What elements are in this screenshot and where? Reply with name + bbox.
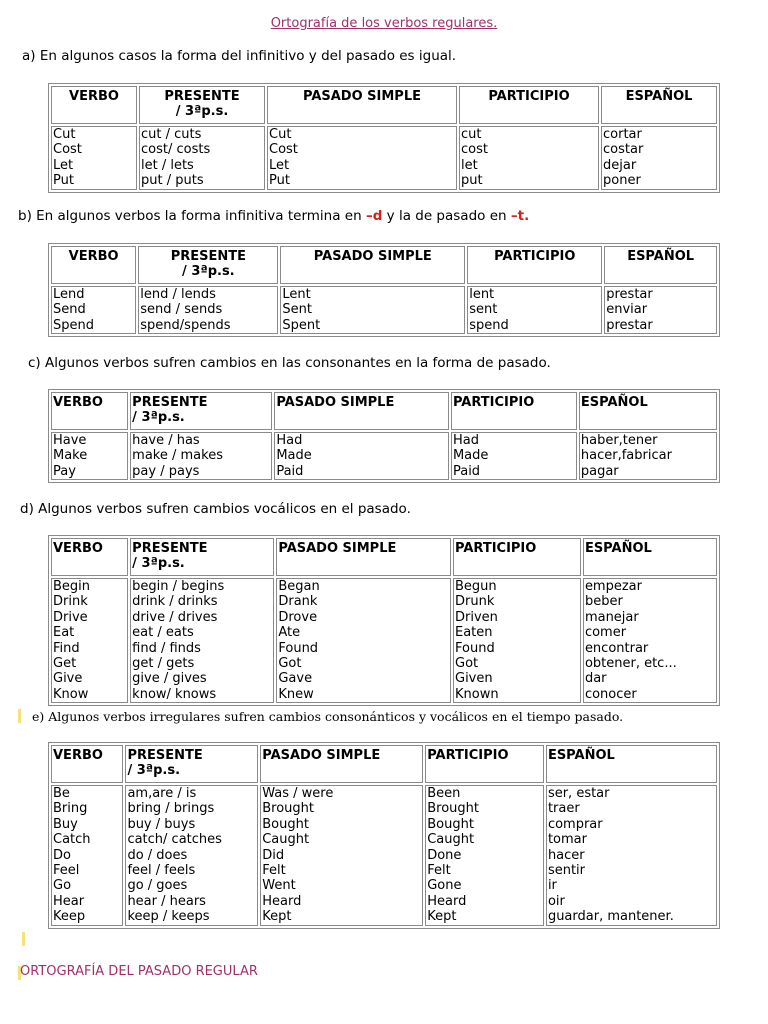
verb-cell: Pay bbox=[53, 463, 76, 479]
column-participle bbox=[467, 286, 602, 334]
column-present bbox=[125, 785, 258, 926]
spanish-cell: ser, estar bbox=[547, 786, 610, 801]
participle-cell: Had bbox=[452, 433, 479, 448]
participle-cell: Found bbox=[455, 640, 495, 656]
spanish-cell: beber bbox=[584, 594, 623, 610]
past-cell: Cut bbox=[269, 127, 292, 142]
spanish-cell: comer bbox=[584, 625, 627, 641]
header-spanish bbox=[579, 392, 717, 430]
header-sublabel: / 3ªp.s. bbox=[182, 264, 235, 280]
highlight-mark bbox=[18, 709, 21, 723]
participle-cell: Gone bbox=[427, 878, 462, 894]
present-cell: feel / feels bbox=[127, 863, 196, 879]
header-verb bbox=[51, 246, 136, 284]
section-c-intro: c) Algunos verbos sufren cambios en las consonantes en la forma de pasado. bbox=[28, 355, 551, 371]
spanish-cell: ir bbox=[547, 878, 557, 894]
verb-cell: Cost bbox=[53, 142, 82, 158]
section-a-intro: a) En algunos casos la forma del infinitivo y del pasado es igual. bbox=[22, 48, 457, 64]
past-cell: Cost bbox=[269, 142, 298, 158]
header-label: VERBO bbox=[53, 395, 103, 410]
header-past bbox=[260, 745, 423, 783]
past-cell: Began bbox=[278, 579, 320, 594]
present-cell: send / sends bbox=[140, 302, 223, 318]
present-cell: get / gets bbox=[132, 656, 195, 672]
verb-cell: Put bbox=[53, 173, 74, 189]
present-cell: begin / begins bbox=[132, 579, 225, 594]
column-past bbox=[280, 286, 465, 334]
spanish-cell: poner bbox=[603, 173, 641, 189]
header-row bbox=[51, 392, 717, 430]
present-cell: lend / lends bbox=[140, 287, 216, 302]
spanish-cell: pagar bbox=[580, 463, 619, 479]
past-cell: Paid bbox=[276, 463, 304, 479]
body-row bbox=[51, 785, 717, 926]
present-cell: eat / eats bbox=[132, 625, 194, 641]
verb-cell: Eat bbox=[53, 625, 75, 641]
participle-cell: spend bbox=[469, 317, 509, 333]
column-past bbox=[267, 126, 457, 190]
verb-cell: Let bbox=[53, 157, 74, 173]
header-row bbox=[51, 86, 717, 124]
past-cell: Let bbox=[269, 157, 290, 173]
spanish-cell: hacer,fabricar bbox=[580, 448, 672, 464]
verb-cell: Catch bbox=[53, 832, 91, 848]
header-label: VERBO bbox=[53, 748, 103, 763]
header-spanish bbox=[546, 745, 717, 783]
verb-cell: Have bbox=[53, 433, 87, 448]
past-cell: Had bbox=[276, 433, 303, 448]
verb-cell: Feel bbox=[53, 863, 80, 879]
header-label: VERBO bbox=[68, 249, 119, 264]
header-label: PRESENTE bbox=[132, 395, 208, 410]
table-a bbox=[48, 83, 720, 193]
body-row bbox=[51, 126, 717, 190]
header-label: PRESENTE bbox=[164, 89, 240, 104]
table-b bbox=[48, 243, 720, 337]
header-label: PARTICIPIO bbox=[427, 748, 509, 763]
past-cell: Gave bbox=[278, 671, 313, 687]
verb-cell: Get bbox=[53, 656, 77, 672]
present-cell: find / finds bbox=[132, 640, 201, 656]
header-label: ESPAÑOL bbox=[547, 748, 615, 763]
present-cell: let / lets bbox=[141, 157, 194, 173]
header-past bbox=[274, 392, 449, 430]
header-participle bbox=[451, 392, 577, 430]
column-spanish bbox=[601, 126, 717, 190]
table-e bbox=[48, 742, 720, 929]
present-cell: cut / cuts bbox=[141, 127, 202, 142]
spanish-cell: haber,tener bbox=[580, 433, 658, 448]
participle-cell: Paid bbox=[452, 463, 481, 479]
spanish-cell: empezar bbox=[584, 579, 642, 594]
column-verb bbox=[51, 578, 128, 703]
header-label: PASADO SIMPLE bbox=[276, 395, 395, 410]
header-row bbox=[51, 745, 717, 783]
participle-cell: Driven bbox=[455, 609, 498, 625]
spanish-cell: traer bbox=[547, 801, 580, 817]
participle-cell: Given bbox=[455, 671, 493, 687]
section-b-suffix-t: –t. bbox=[510, 208, 530, 224]
spanish-cell: manejar bbox=[584, 609, 639, 625]
section-b-intro-text2: y la de pasado en bbox=[382, 208, 511, 224]
verb-cell: Begin bbox=[53, 579, 91, 594]
participle-cell: Caught bbox=[427, 832, 475, 848]
present-cell: pay / pays bbox=[132, 463, 200, 479]
header-label: PRESENTE bbox=[127, 748, 203, 763]
header-present bbox=[125, 745, 258, 783]
spanish-cell: enviar bbox=[606, 302, 648, 318]
past-cell: Ate bbox=[278, 625, 301, 641]
verb-cell: Keep bbox=[53, 909, 86, 925]
column-past bbox=[274, 432, 449, 480]
header-sublabel: / 3ªp.s. bbox=[132, 410, 185, 426]
participle-cell: let bbox=[461, 157, 478, 173]
header-past bbox=[267, 86, 457, 124]
present-cell: go / goes bbox=[127, 878, 188, 894]
past-cell: Went bbox=[262, 878, 296, 894]
column-spanish bbox=[579, 432, 717, 480]
header-label: ESPAÑOL bbox=[625, 89, 693, 104]
present-cell: spend/spends bbox=[140, 317, 231, 333]
past-cell: Drank bbox=[278, 594, 318, 610]
past-cell: Spent bbox=[282, 317, 321, 333]
column-present bbox=[130, 578, 274, 703]
past-cell: Drove bbox=[278, 609, 318, 625]
present-cell: drive / drives bbox=[132, 609, 218, 625]
present-cell: have / has bbox=[132, 433, 200, 448]
participle-cell: Felt bbox=[427, 863, 451, 879]
body-row bbox=[51, 286, 717, 334]
verb-cell: Drink bbox=[53, 594, 88, 610]
spanish-cell: tomar bbox=[547, 832, 587, 848]
verb-cell: Hear bbox=[53, 893, 85, 909]
present-cell: drink / drinks bbox=[132, 594, 218, 610]
verb-cell: Lend bbox=[53, 287, 85, 302]
past-cell: Did bbox=[262, 847, 285, 863]
spanish-cell: hacer bbox=[547, 847, 585, 863]
header-row bbox=[51, 538, 717, 576]
participle-cell: put bbox=[461, 173, 483, 189]
spanish-cell: costar bbox=[603, 142, 644, 158]
header-label: ESPAÑOL bbox=[584, 541, 652, 556]
present-cell: catch/ catches bbox=[127, 832, 222, 848]
past-cell: Kept bbox=[262, 909, 292, 925]
verb-cell: Go bbox=[53, 878, 72, 894]
present-cell: know/ knows bbox=[132, 686, 217, 702]
section-b-intro bbox=[18, 208, 529, 224]
participle-cell: cost bbox=[461, 142, 488, 158]
past-cell: Brought bbox=[262, 801, 314, 817]
column-present bbox=[138, 286, 278, 334]
past-cell: Made bbox=[276, 448, 312, 464]
header-participle bbox=[459, 86, 599, 124]
past-cell: Bought bbox=[262, 816, 309, 832]
spanish-cell: dejar bbox=[603, 157, 637, 173]
past-cell: Was / were bbox=[262, 786, 334, 801]
section-d-intro: d) Algunos verbos sufren cambios vocálicos en el pasado. bbox=[20, 501, 411, 517]
past-cell: Found bbox=[278, 640, 319, 656]
participle-cell: Known bbox=[455, 686, 499, 702]
participle-cell: Bought bbox=[427, 816, 474, 832]
section-b-intro-text1: b) En algunos verbos la forma infinitiva termina en bbox=[18, 208, 366, 224]
header-sublabel: / 3ªp.s. bbox=[132, 556, 185, 572]
verb-cell: Give bbox=[53, 671, 83, 687]
header-present bbox=[130, 392, 272, 430]
column-spanish bbox=[546, 785, 717, 926]
verb-cell: Cut bbox=[53, 127, 76, 142]
present-cell: make / makes bbox=[132, 448, 223, 464]
column-participle bbox=[451, 432, 577, 480]
past-cell: Got bbox=[278, 656, 302, 672]
participle-cell: Kept bbox=[427, 909, 457, 925]
verb-cell: Spend bbox=[53, 317, 94, 333]
header-spanish bbox=[604, 246, 717, 284]
present-cell: buy / buys bbox=[127, 816, 196, 832]
past-cell: Knew bbox=[278, 686, 314, 702]
participle-cell: Brought bbox=[427, 801, 479, 817]
header-verb bbox=[51, 392, 128, 430]
header-present bbox=[130, 538, 274, 576]
body-row bbox=[51, 578, 717, 703]
section-b-suffix-d: –d bbox=[365, 208, 383, 224]
present-cell: bring / brings bbox=[127, 801, 215, 817]
spanish-cell: obtener, etc... bbox=[584, 656, 677, 672]
present-cell: give / gives bbox=[132, 671, 207, 687]
spanish-cell: conocer bbox=[584, 686, 637, 702]
header-present bbox=[138, 246, 278, 284]
past-cell: Felt bbox=[262, 863, 286, 879]
header-past bbox=[276, 538, 451, 576]
header-label: VERBO bbox=[69, 89, 119, 104]
header-label: ESPAÑOL bbox=[627, 249, 695, 264]
header-label: PASADO SIMPLE bbox=[302, 89, 421, 104]
verb-cell: Be bbox=[53, 786, 70, 801]
header-label: PARTICIPIO bbox=[494, 249, 576, 264]
header-sublabel: / 3ªp.s. bbox=[175, 104, 229, 120]
header-verb bbox=[51, 745, 123, 783]
header-label: PRESENTE bbox=[170, 249, 246, 264]
participle-cell: Begun bbox=[455, 579, 497, 594]
spanish-cell: encontrar bbox=[584, 640, 649, 656]
column-spanish bbox=[604, 286, 717, 334]
participle-cell: Eaten bbox=[455, 625, 493, 641]
header-label: PARTICIPIO bbox=[455, 541, 537, 556]
verb-cell: Make bbox=[53, 448, 88, 464]
column-present bbox=[139, 126, 265, 190]
participle-cell: Done bbox=[427, 847, 462, 863]
body-row bbox=[51, 432, 717, 480]
verb-cell: Bring bbox=[53, 801, 88, 817]
participle-cell: sent bbox=[469, 302, 498, 318]
page-title: Ortografía de los verbos regulares. bbox=[270, 16, 498, 31]
header-spanish bbox=[601, 86, 717, 124]
column-spanish bbox=[583, 578, 717, 703]
verb-cell: Send bbox=[53, 302, 86, 318]
past-cell: Sent bbox=[282, 302, 312, 318]
verb-cell: Buy bbox=[53, 816, 78, 832]
spanish-cell: comprar bbox=[547, 816, 603, 832]
participle-cell: Made bbox=[452, 448, 489, 464]
present-cell: hear / hears bbox=[127, 893, 206, 909]
verb-cell: Do bbox=[53, 847, 71, 863]
participle-cell: lent bbox=[469, 287, 495, 302]
spanish-cell: guardar, mantener. bbox=[547, 909, 674, 925]
past-cell: Put bbox=[269, 173, 290, 189]
column-participle bbox=[459, 126, 599, 190]
participle-cell: Drunk bbox=[455, 594, 495, 610]
column-past bbox=[260, 785, 423, 926]
table-c bbox=[48, 389, 720, 483]
present-cell: put / puts bbox=[141, 173, 204, 189]
spanish-cell: prestar bbox=[606, 287, 653, 302]
spanish-cell: sentir bbox=[547, 863, 586, 879]
header-label: PARTICIPIO bbox=[452, 395, 535, 410]
present-cell: cost/ costs bbox=[141, 142, 211, 158]
past-cell: Lent bbox=[282, 287, 311, 302]
verb-cell: Know bbox=[53, 686, 89, 702]
header-label: VERBO bbox=[53, 541, 103, 556]
column-verb bbox=[51, 785, 123, 926]
verb-cell: Drive bbox=[53, 609, 88, 625]
header-label: PASADO SIMPLE bbox=[313, 249, 432, 264]
header-row bbox=[51, 246, 717, 284]
participle-cell: cut bbox=[461, 127, 482, 142]
header-verb bbox=[51, 86, 137, 124]
present-cell: do / does bbox=[127, 847, 188, 863]
highlight-mark bbox=[22, 932, 25, 946]
participle-cell: Been bbox=[427, 786, 461, 801]
header-present bbox=[139, 86, 265, 124]
header-spanish bbox=[583, 538, 717, 576]
header-label: PRESENTE bbox=[132, 541, 208, 556]
verb-cell: Find bbox=[53, 640, 80, 656]
header-label: ESPAÑOL bbox=[580, 395, 648, 410]
column-participle bbox=[453, 578, 581, 703]
header-sublabel: / 3ªp.s. bbox=[127, 763, 181, 779]
header-participle bbox=[467, 246, 602, 284]
present-cell: am,are / is bbox=[127, 786, 197, 801]
column-past bbox=[276, 578, 451, 703]
header-label: PARTICIPIO bbox=[488, 89, 570, 104]
column-present bbox=[130, 432, 272, 480]
column-verb bbox=[51, 432, 128, 480]
past-cell: Heard bbox=[262, 893, 302, 909]
section-e-intro: e) Algunos verbos irregulares sufren cambios consonánticos y vocálicos en el tiempo pasado. bbox=[32, 709, 624, 724]
participle-cell: Got bbox=[455, 656, 479, 672]
footer-heading: ORTOGRAFÍA DEL PASADO REGULAR bbox=[20, 964, 258, 979]
header-participle bbox=[425, 745, 544, 783]
column-participle bbox=[425, 785, 544, 926]
column-verb bbox=[51, 286, 136, 334]
header-label: PASADO SIMPLE bbox=[262, 748, 381, 763]
header-participle bbox=[453, 538, 581, 576]
header-verb bbox=[51, 538, 128, 576]
past-cell: Caught bbox=[262, 832, 310, 848]
column-verb bbox=[51, 126, 137, 190]
header-label: PASADO SIMPLE bbox=[278, 541, 397, 556]
participle-cell: Heard bbox=[427, 893, 467, 909]
spanish-cell: cortar bbox=[603, 127, 642, 142]
header-past bbox=[280, 246, 465, 284]
spanish-cell: dar bbox=[584, 671, 607, 687]
spanish-cell: oir bbox=[547, 893, 565, 909]
present-cell: keep / keeps bbox=[127, 909, 210, 925]
table-d bbox=[48, 535, 720, 706]
spanish-cell: prestar bbox=[606, 317, 653, 333]
